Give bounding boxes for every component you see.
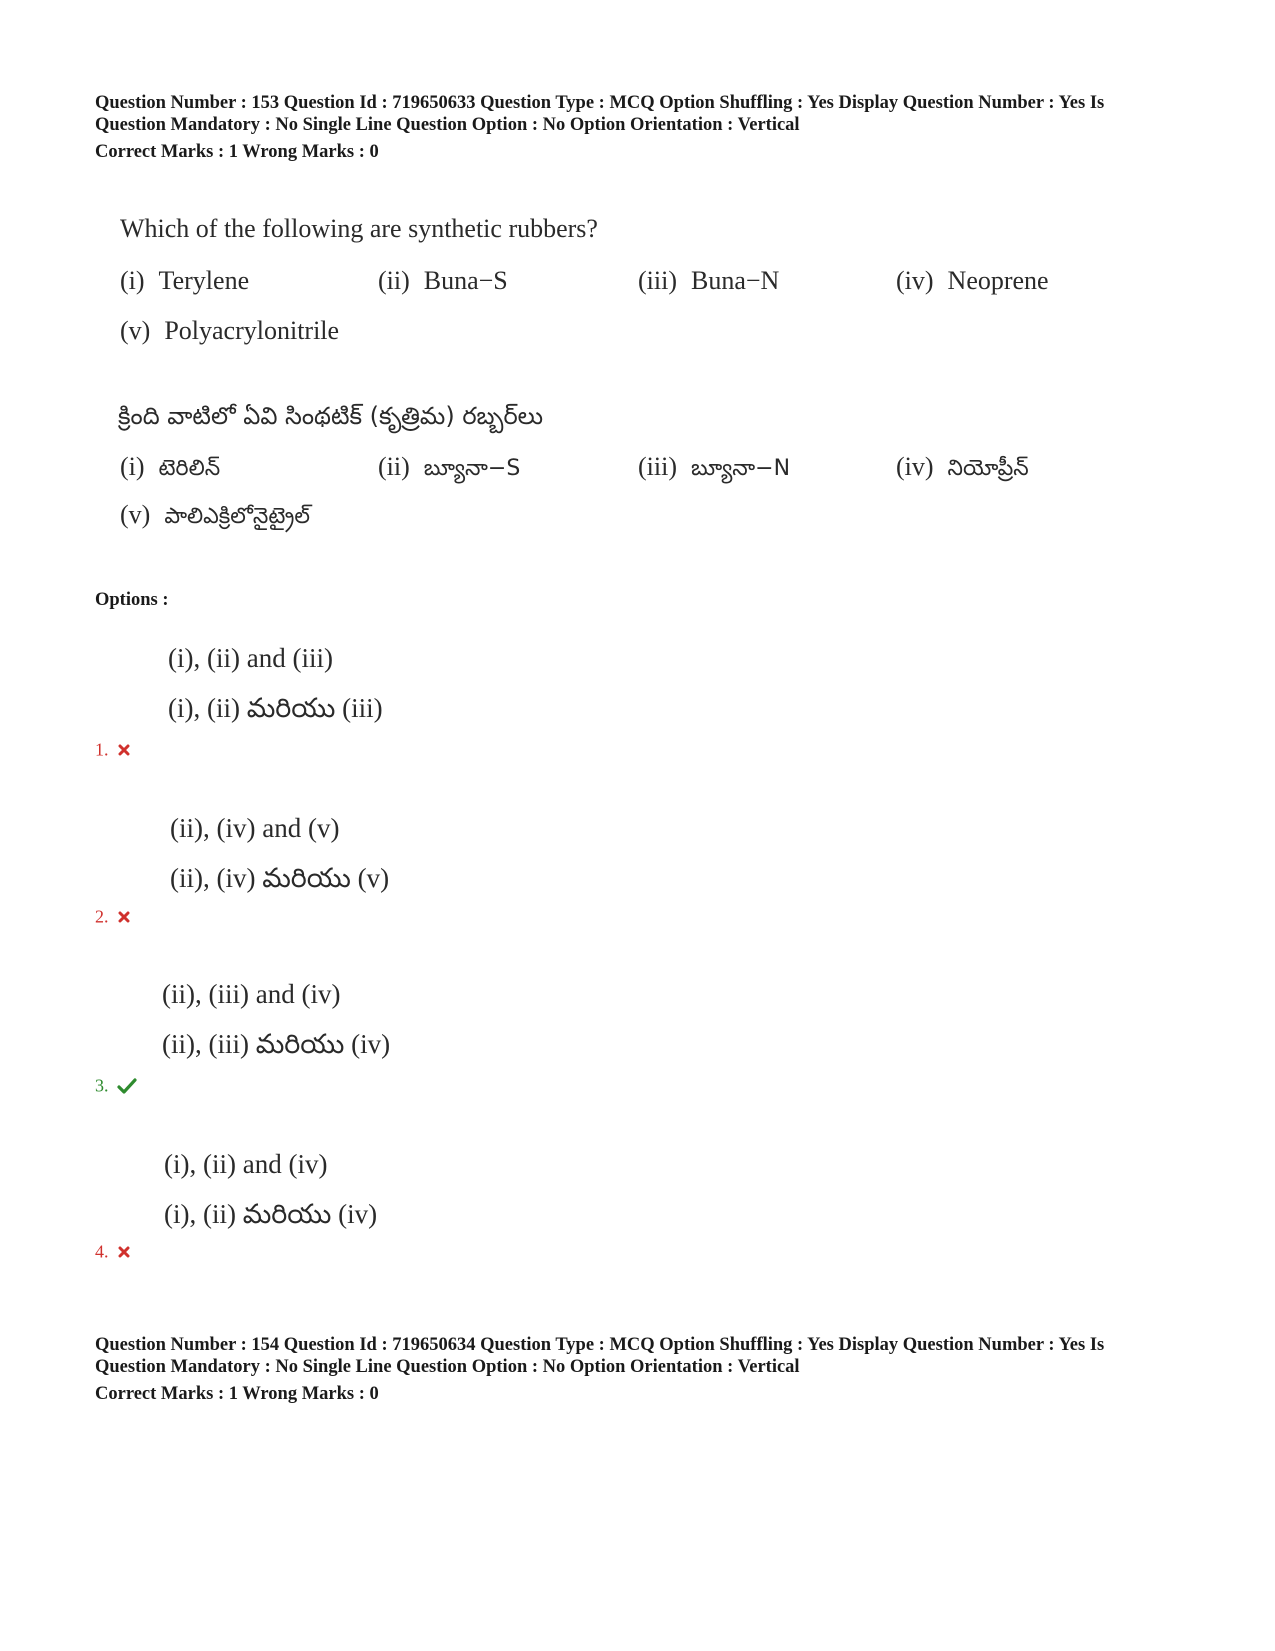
option-4-marker[interactable] <box>95 1240 131 1262</box>
item-en-ii: (ii) Buna−S <box>378 266 508 295</box>
question-154-meta <box>95 1334 1205 1405</box>
option-3-en: (ii), (iii) and (iv) <box>162 979 341 1009</box>
option-4-en: (i), (ii) and (iv) <box>164 1149 328 1179</box>
options-label: Options : <box>95 590 169 610</box>
option-2-te: (ii), (iv) మరియు (v) <box>170 863 390 893</box>
marks-line: Correct Marks : 1 Wrong Marks : 0 <box>95 142 379 162</box>
wrong-cross-icon <box>117 1245 131 1259</box>
option-3-marker[interactable] <box>95 1074 137 1096</box>
wrong-cross-icon <box>117 743 131 757</box>
option-1-marker[interactable] <box>95 738 131 760</box>
items-en-row-2 <box>120 316 720 356</box>
option-1-en: (i), (ii) and (iii) <box>168 643 333 673</box>
item-te-i: (i) టెరిలిన్ <box>120 452 221 481</box>
option-1-te: (i), (ii) మరియు (iii) <box>168 693 383 723</box>
question-stem-en: Which of the following are synthetic rubbers? <box>120 214 598 243</box>
option-4-text <box>164 1146 377 1232</box>
marks-line: Correct Marks : 1 Wrong Marks : 0 <box>95 1384 379 1404</box>
option-4-number: 4. <box>95 1241 109 1262</box>
option-2-en: (ii), (iv) and (v) <box>170 813 340 843</box>
meta-line-1: Question Number : 154 Question Id : 719650634 Question Type : MCQ Option Shuffling : Yes Display Question Number : Yes Is <box>95 1335 1105 1355</box>
item-te-iii: (iii) బ్యూనా−N <box>638 452 791 481</box>
item-en-iv: (iv) Neoprene <box>896 266 1049 295</box>
item-en-v: (v) Polyacrylonitrile <box>120 316 340 345</box>
item-te-v: (v) పాలిఎక్రిలోనైట్రైల్ <box>120 500 310 529</box>
question-stem-te: క్రింది వాటిలో ఏవి సింథటిక్ (కృత్రిమ) రబ్బర్‌లు <box>118 402 544 430</box>
item-te-iv: (iv) నియోప్రీన్ <box>896 452 1029 481</box>
option-3-text <box>162 976 390 1062</box>
question-153-meta <box>95 92 1205 163</box>
wrong-cross-icon <box>117 910 131 924</box>
option-2-marker[interactable] <box>95 905 131 927</box>
option-4-te: (i), (ii) మరియు (iv) <box>164 1199 378 1229</box>
correct-check-icon <box>117 1078 137 1094</box>
meta-line-1: Question Number : 153 Question Id : 719650633 Question Type : MCQ Option Shuffling : Yes Display Question Number : Yes Is <box>95 93 1105 113</box>
items-te-row-2 <box>120 500 720 540</box>
items-en-row-1 <box>120 266 1120 306</box>
option-3-number: 3. <box>95 1075 109 1096</box>
meta-line-2: Question Mandatory : No Single Line Question Option : No Option Orientation : Vertical <box>95 115 800 135</box>
items-te-row-1 <box>120 452 1120 492</box>
item-en-iii: (iii) Buna−N <box>638 266 780 295</box>
meta-line-2: Question Mandatory : No Single Line Question Option : No Option Orientation : Vertical <box>95 1357 800 1377</box>
option-1-number: 1. <box>95 739 109 760</box>
option-1-text <box>168 640 383 726</box>
item-te-ii: (ii) బ్యూనా−S <box>378 452 521 481</box>
option-3-te: (ii), (iii) మరియు (iv) <box>162 1029 391 1059</box>
option-2-text <box>170 810 389 896</box>
item-en-i: (i) Terylene <box>120 266 250 295</box>
option-2-number: 2. <box>95 906 109 927</box>
